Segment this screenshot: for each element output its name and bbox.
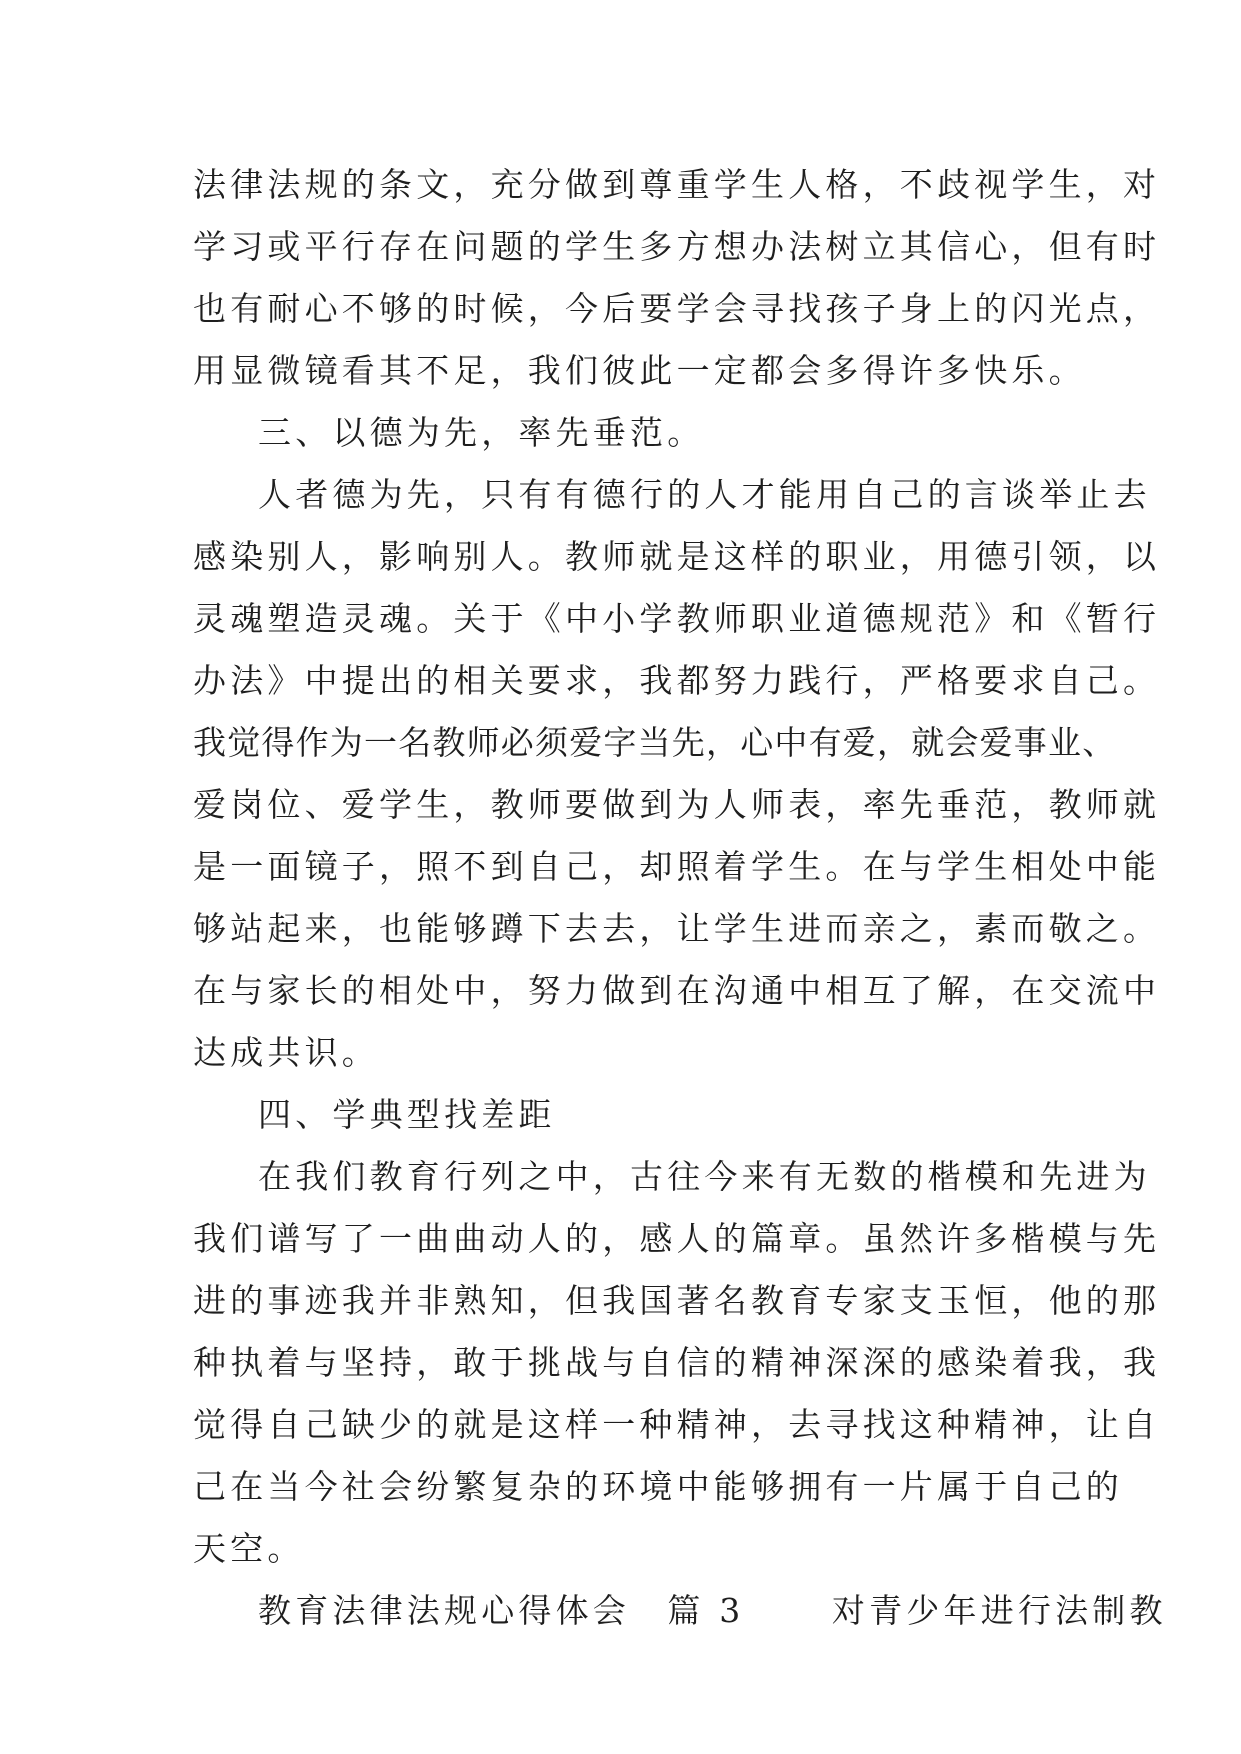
text-line-11: 爱岗位、爱学生，教师要做到为人师表，率先垂范，教师就 [193,785,1161,824]
text-line-23: 天空。 [193,1529,305,1568]
text-line-7: 感染别人，影响别人。教师就是这样的职业，用德引领，以 [193,537,1161,576]
text-line-22: 己在当今社会纷繁复杂的环境中能够拥有一片属于自己的 [193,1467,1123,1506]
section-number: 篇 3 [667,1591,745,1630]
text-line-14: 在与家长的相处中，努力做到在沟通中相互了解，在交流中 [193,971,1161,1010]
text-line-4: 用显微镜看其不足，我们彼此一定都会多得许多快乐。 [193,351,1086,390]
text-line-17: 在我们教育行列之中，古往今来有无数的楷模和先进为 [258,1157,1151,1196]
text-line-21: 觉得自己缺少的就是这样一种精神，去寻找这种精神，让自 [193,1405,1161,1444]
text-line-8: 灵魂塑造灵魂。关于《中小学教师职业道德规范》和《暂行 [193,599,1161,638]
text-line-19: 进的事迹我并非熟知，但我国著名教育专家支玉恒，他的那 [193,1281,1161,1320]
continuation-text: 对青少年进行法制教 [831,1591,1167,1630]
text-line-12: 是一面镜子，照不到自己，却照着学生。在与学生相处中能 [193,847,1161,886]
text-line-1: 法律法规的条文，充分做到尊重学生人格，不歧视学生，对 [193,165,1161,204]
text-line-2: 学习或平行存在问题的学生多方想办法树立其信心，但有时 [193,227,1161,266]
text-line-18: 我们谱写了一曲曲动人的，感人的篇章。虽然许多楷模与先 [193,1219,1161,1258]
text-line-3: 也有耐心不够的时候，今后要学会寻找孩子身上的闪光点， [193,289,1161,328]
text-line-13: 够站起来，也能够蹲下去去，让学生进而亲之，素而敬之。 [193,909,1161,948]
text-line-15: 达成共识。 [193,1033,379,1072]
final-line [258,1580,1167,1642]
section-heading-3: 三、以德为先，率先垂范。 [258,413,705,452]
article-title: 教育法律法规心得体会 [258,1591,630,1630]
text-line-10: 我觉得作为一名教师必须爱字当先，心中有爱，就会爱事业、 [193,723,1117,762]
text-line-9: 办法》中提出的相关要求，我都努力践行，严格要求自己。 [193,661,1161,700]
section-heading-4: 四、学典型找差距 [258,1095,556,1134]
text-line-20: 种执着与坚持，敢于挑战与自信的精神深深的感染着我，我 [193,1343,1161,1382]
text-line-6: 人者德为先，只有有德行的人才能用自己的言谈举止去 [258,475,1151,514]
